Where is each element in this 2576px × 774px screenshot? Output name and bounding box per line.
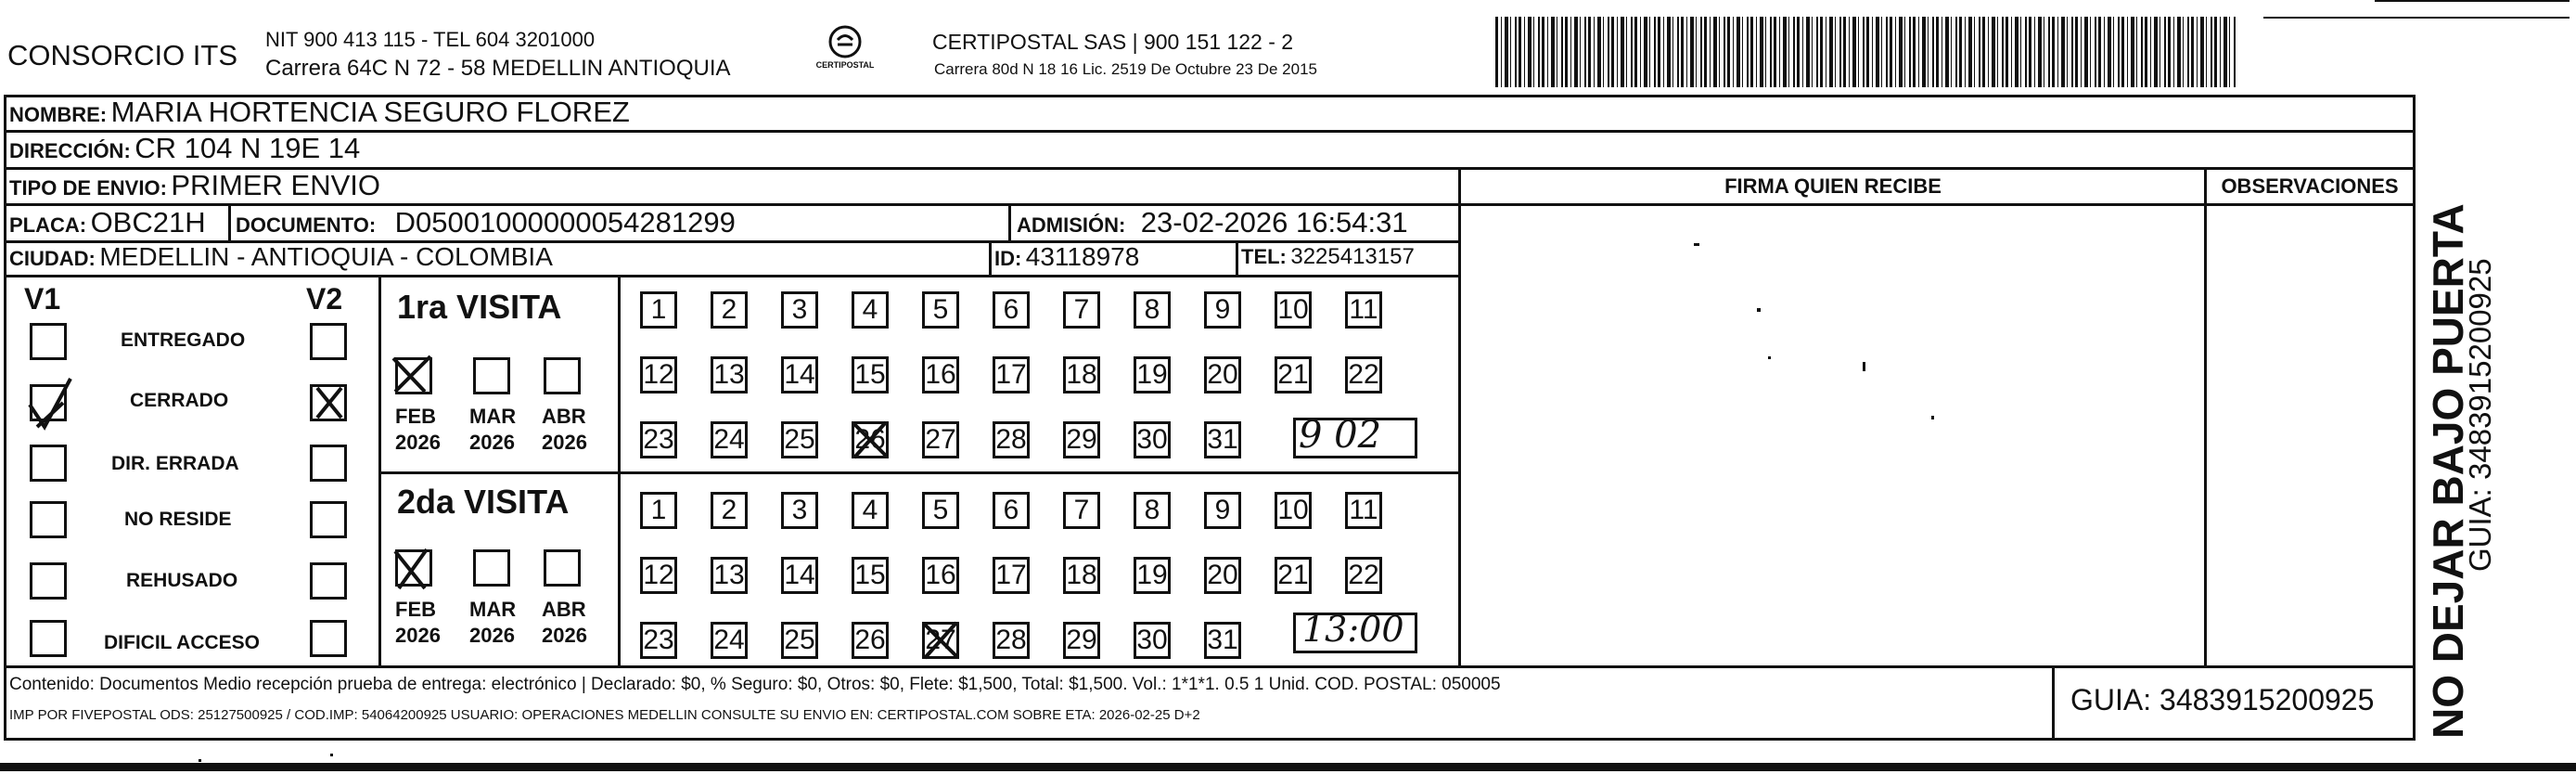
second-visit-day-19[interactable]: 19 xyxy=(1134,557,1171,594)
status-label-rehusado: REHUSADO xyxy=(126,570,238,591)
corner-mark xyxy=(2375,0,2570,2)
first-visit-day-29[interactable]: 29 xyxy=(1063,421,1100,458)
bottom-rule xyxy=(0,763,2576,771)
first-visit-day-25[interactable]: 25 xyxy=(781,421,818,458)
first-visit-time: 9 02 xyxy=(1299,414,1382,457)
signature-mark xyxy=(1863,362,1865,371)
nombre-field xyxy=(9,96,630,129)
second-visit-day-6[interactable]: 6 xyxy=(993,492,1030,529)
second-visit-day-22[interactable]: 22 xyxy=(1345,557,1382,594)
col-divider xyxy=(1458,167,1461,666)
tel-label: TEL: xyxy=(1241,245,1287,268)
col-divider xyxy=(2413,95,2416,741)
v2-checkbox-rehusado[interactable] xyxy=(310,562,347,600)
license-line: Carrera 80d N 18 16 Lic. 2519 De Octubre 23 De 2015 xyxy=(934,60,1317,78)
v1-checkbox-dir-errada[interactable] xyxy=(30,445,67,482)
first-visit-day-21[interactable]: 21 xyxy=(1275,356,1312,393)
signature-mark xyxy=(1931,416,1934,419)
first-visit-day-24[interactable]: 24 xyxy=(711,421,748,458)
tipo-envio-label: TIPO DE ENVIO: xyxy=(9,176,167,200)
tipo-envio-field xyxy=(9,169,380,202)
first-visit-day-3[interactable]: 3 xyxy=(781,291,818,329)
placa-value: OBC21H xyxy=(90,206,206,239)
v1-header: V1 xyxy=(24,282,61,316)
first-visit-day-26[interactable]: 26 xyxy=(852,421,889,458)
v1-checkbox-no-reside[interactable] xyxy=(30,501,67,538)
tel-field xyxy=(1241,244,1415,270)
cell-divider xyxy=(228,203,231,240)
side-guia: GUIA: 3483915200925 xyxy=(2463,258,2497,572)
cell-divider xyxy=(989,240,992,275)
second-visit-day-11[interactable]: 11 xyxy=(1345,492,1382,529)
second-visit-day-5[interactable]: 5 xyxy=(922,492,959,529)
second-visit-day-20[interactable]: 20 xyxy=(1204,557,1241,594)
direccion-value: CR 104 N 19E 14 xyxy=(135,132,361,164)
id-label: ID: xyxy=(994,247,1022,270)
x-mark-icon xyxy=(388,351,436,397)
ciudad-field xyxy=(9,242,553,272)
second-visit-day-24[interactable]: 24 xyxy=(711,622,748,659)
placa-label: PLACA: xyxy=(9,213,87,237)
nit-line: NIT 900 413 115 - TEL 604 3201000 xyxy=(265,28,596,51)
id-field xyxy=(994,242,1139,272)
col-divider xyxy=(618,275,621,665)
admision-value: 23-02-2026 16:54:31 xyxy=(1140,206,1408,239)
id-value: 43118978 xyxy=(1025,242,1140,271)
v1-checkbox-entregado[interactable] xyxy=(30,323,67,360)
second-visit-day-8[interactable]: 8 xyxy=(1134,492,1171,529)
second-visit-day-3[interactable]: 3 xyxy=(781,492,818,529)
company-name: CONSORCIO ITS xyxy=(7,39,238,71)
tel-value: 3225413157 xyxy=(1290,244,1415,269)
admision-label: ADMISIÓN: xyxy=(1017,213,1126,237)
documento-field xyxy=(236,206,736,239)
visit-divider xyxy=(378,471,1460,474)
col-divider xyxy=(378,275,381,665)
x-mark-icon xyxy=(388,546,436,592)
nombre-label: NOMBRE: xyxy=(9,103,108,126)
company-address: Carrera 64C N 72 - 58 MEDELLIN ANTIOQUIA xyxy=(265,56,731,81)
first-visit-day-15[interactable]: 15 xyxy=(852,356,889,393)
second-visit-title: 2da VISITA xyxy=(397,483,570,521)
first-visit-month-abr-checkbox[interactable] xyxy=(544,357,581,394)
first-visit-day-8[interactable]: 8 xyxy=(1134,291,1171,329)
signature-mark xyxy=(1694,243,1699,246)
certipostal-logo-text: CERTIPOSTAL xyxy=(815,60,875,70)
second-visit-day-28[interactable]: 28 xyxy=(993,622,1030,659)
row-divider xyxy=(4,275,1460,277)
first-visit-day-16[interactable]: 16 xyxy=(922,356,959,393)
first-visit-day-2[interactable]: 2 xyxy=(711,291,748,329)
first-visit-title: 1ra VISITA xyxy=(397,288,562,326)
firma-header: FIRMA QUIEN RECIBE xyxy=(1724,174,1942,198)
status-label-entregado: ENTREGADO xyxy=(121,329,246,351)
first-visit-day-18[interactable]: 18 xyxy=(1063,356,1100,393)
barcode xyxy=(1495,17,2237,87)
no-dejar-bajo-puerta: NO DEJAR BAJO PUERTA xyxy=(2424,203,2472,739)
first-visit-day-14[interactable]: 14 xyxy=(781,356,818,393)
second-visit-day-26[interactable]: 26 xyxy=(852,622,889,659)
second-visit-day-30[interactable]: 30 xyxy=(1134,622,1171,659)
second-visit-day-18[interactable]: 18 xyxy=(1063,557,1100,594)
second-visit-day-4[interactable]: 4 xyxy=(852,492,889,529)
first-visit-day-22[interactable]: 22 xyxy=(1345,356,1382,393)
first-visit-day-13[interactable]: 13 xyxy=(711,356,748,393)
documento-value: D05001000000054281299 xyxy=(394,206,736,239)
status-label-dificil-acceso: DIFICIL ACCESO xyxy=(104,632,261,653)
second-visit-day-21[interactable]: 21 xyxy=(1275,557,1312,594)
second-visit-day-2[interactable]: 2 xyxy=(711,492,748,529)
first-visit-month-mar-checkbox[interactable] xyxy=(473,357,510,394)
certipostal-logo xyxy=(813,24,878,82)
content-line: Contenido: Documentos Medio recepción prueba de entrega: electrónico | Declarado: $0, % Seguro: $0, Otros: $0, Flete: $1,500, Total: $1,500. Vol.: 1*1*1. 0.5 1 Unid. COD. POSTAL: 050005 xyxy=(9,675,1501,694)
second-visit-day-27[interactable]: 27 xyxy=(922,622,959,659)
v1-checkbox-dificil-acceso[interactable] xyxy=(30,620,67,657)
second-visit-day-14[interactable]: 14 xyxy=(781,557,818,594)
first-visit-day-5[interactable]: 5 xyxy=(922,291,959,329)
direccion-field xyxy=(9,132,360,165)
second-visit-time: 13:00 xyxy=(1302,609,1404,650)
first-visit-day-30[interactable]: 30 xyxy=(1134,421,1171,458)
first-visit-day-28[interactable]: 28 xyxy=(993,421,1030,458)
status-label-dir-errada: DIR. ERRADA xyxy=(111,453,239,474)
stray-dot xyxy=(330,754,333,756)
guia-box: GUIA: 3483915200925 xyxy=(2070,683,2375,716)
second-visit-day-23[interactable]: 23 xyxy=(640,622,677,659)
stray-dot xyxy=(199,759,201,762)
second-visit-day-10[interactable]: 10 xyxy=(1275,492,1312,529)
side-text xyxy=(2424,108,2497,739)
first-visit-day-9[interactable]: 9 xyxy=(1204,291,1241,329)
second-visit-day-31[interactable]: 31 xyxy=(1204,622,1241,659)
month-label: FEB xyxy=(395,598,436,621)
second-visit-day-9[interactable]: 9 xyxy=(1204,492,1241,529)
placa-field xyxy=(9,206,206,239)
first-visit-day-6[interactable]: 6 xyxy=(993,291,1030,329)
year-label: 2026 xyxy=(395,431,441,454)
month-label: ABR xyxy=(542,598,586,621)
certipostal-line: CERTIPOSTAL SAS | 900 151 122 - 2 xyxy=(932,30,1294,54)
signature-mark xyxy=(1768,356,1771,359)
v2-checkbox-no-reside[interactable] xyxy=(310,501,347,538)
x-mark-icon xyxy=(847,417,893,463)
first-visit-day-19[interactable]: 19 xyxy=(1134,356,1171,393)
x-mark-icon xyxy=(312,384,347,421)
corner-mark xyxy=(2263,17,2570,19)
month-label: FEB xyxy=(395,405,436,428)
first-visit-day-1[interactable]: 1 xyxy=(640,291,677,329)
ciudad-value: MEDELLIN - ANTIOQUIA - COLOMBIA xyxy=(99,242,553,271)
second-visit-month-abr-checkbox[interactable] xyxy=(544,549,581,587)
nombre-value: MARIA HORTENCIA SEGURO FLOREZ xyxy=(110,96,630,128)
second-visit-day-13[interactable]: 13 xyxy=(711,557,748,594)
status-label-cerrado: CERRADO xyxy=(130,390,229,411)
second-visit-day-29[interactable]: 29 xyxy=(1063,622,1100,659)
month-label: MAR xyxy=(469,405,517,428)
second-visit-day-15[interactable]: 15 xyxy=(852,557,889,594)
second-visit-month-mar-checkbox[interactable] xyxy=(473,549,510,587)
first-visit-day-31[interactable]: 31 xyxy=(1204,421,1241,458)
col-divider xyxy=(2204,167,2207,666)
ciudad-label: CIUDAD: xyxy=(9,247,96,270)
second-visit-day-1[interactable]: 1 xyxy=(640,492,677,529)
certipostal-logo-icon xyxy=(827,24,864,59)
v2-header: V2 xyxy=(306,282,343,316)
cell-divider xyxy=(1008,203,1011,240)
month-label: MAR xyxy=(469,598,517,621)
first-visit-day-20[interactable]: 20 xyxy=(1204,356,1241,393)
v2-checkbox-entregado[interactable] xyxy=(310,323,347,360)
col-divider xyxy=(2052,665,2055,741)
first-visit-day-23[interactable]: 23 xyxy=(640,421,677,458)
year-label: 2026 xyxy=(542,624,587,647)
second-visit-day-7[interactable]: 7 xyxy=(1063,492,1100,529)
year-label: 2026 xyxy=(542,431,587,454)
admision-field xyxy=(1017,206,1408,239)
tipo-envio-value: PRIMER ENVIO xyxy=(171,169,381,201)
second-visit-day-16[interactable]: 16 xyxy=(922,557,959,594)
x-mark-icon xyxy=(917,617,964,664)
row-divider xyxy=(4,130,2416,133)
check-mark-icon xyxy=(24,375,76,432)
first-visit-day-4[interactable]: 4 xyxy=(852,291,889,329)
documento-label: DOCUMENTO: xyxy=(236,213,377,237)
first-visit-day-10[interactable]: 10 xyxy=(1275,291,1312,329)
status-label-no-reside: NO RESIDE xyxy=(124,509,232,530)
second-visit-day-12[interactable]: 12 xyxy=(640,557,677,594)
v2-checkbox-dificil-acceso[interactable] xyxy=(310,620,347,657)
year-label: 2026 xyxy=(469,624,515,647)
year-label: 2026 xyxy=(469,431,515,454)
first-visit-day-27[interactable]: 27 xyxy=(922,421,959,458)
observaciones-header: OBSERVACIONES xyxy=(2221,174,2399,198)
v2-checkbox-dir-errada[interactable] xyxy=(310,445,347,482)
first-visit-day-7[interactable]: 7 xyxy=(1063,291,1100,329)
year-label: 2026 xyxy=(395,624,441,647)
v1-checkbox-rehusado[interactable] xyxy=(30,562,67,600)
signature-mark xyxy=(1757,308,1761,312)
cell-divider xyxy=(1236,240,1238,275)
second-visit-day-17[interactable]: 17 xyxy=(993,557,1030,594)
first-visit-day-12[interactable]: 12 xyxy=(640,356,677,393)
first-visit-day-17[interactable]: 17 xyxy=(993,356,1030,393)
print-line: IMP POR FIVEPOSTAL ODS: 25127500925 / COD.IMP: 54064200925 USUARIO: OPERACIONES MEDELLIN CONSULTE SU ENVIO EN: CERTIPOSTAL.COM SOBRE ETA: 2026-02-25 D+2 xyxy=(9,707,1200,723)
direccion-label: DIRECCIÓN: xyxy=(9,139,131,162)
first-visit-day-11[interactable]: 11 xyxy=(1345,291,1382,329)
second-visit-day-25[interactable]: 25 xyxy=(781,622,818,659)
month-label: ABR xyxy=(542,405,586,428)
